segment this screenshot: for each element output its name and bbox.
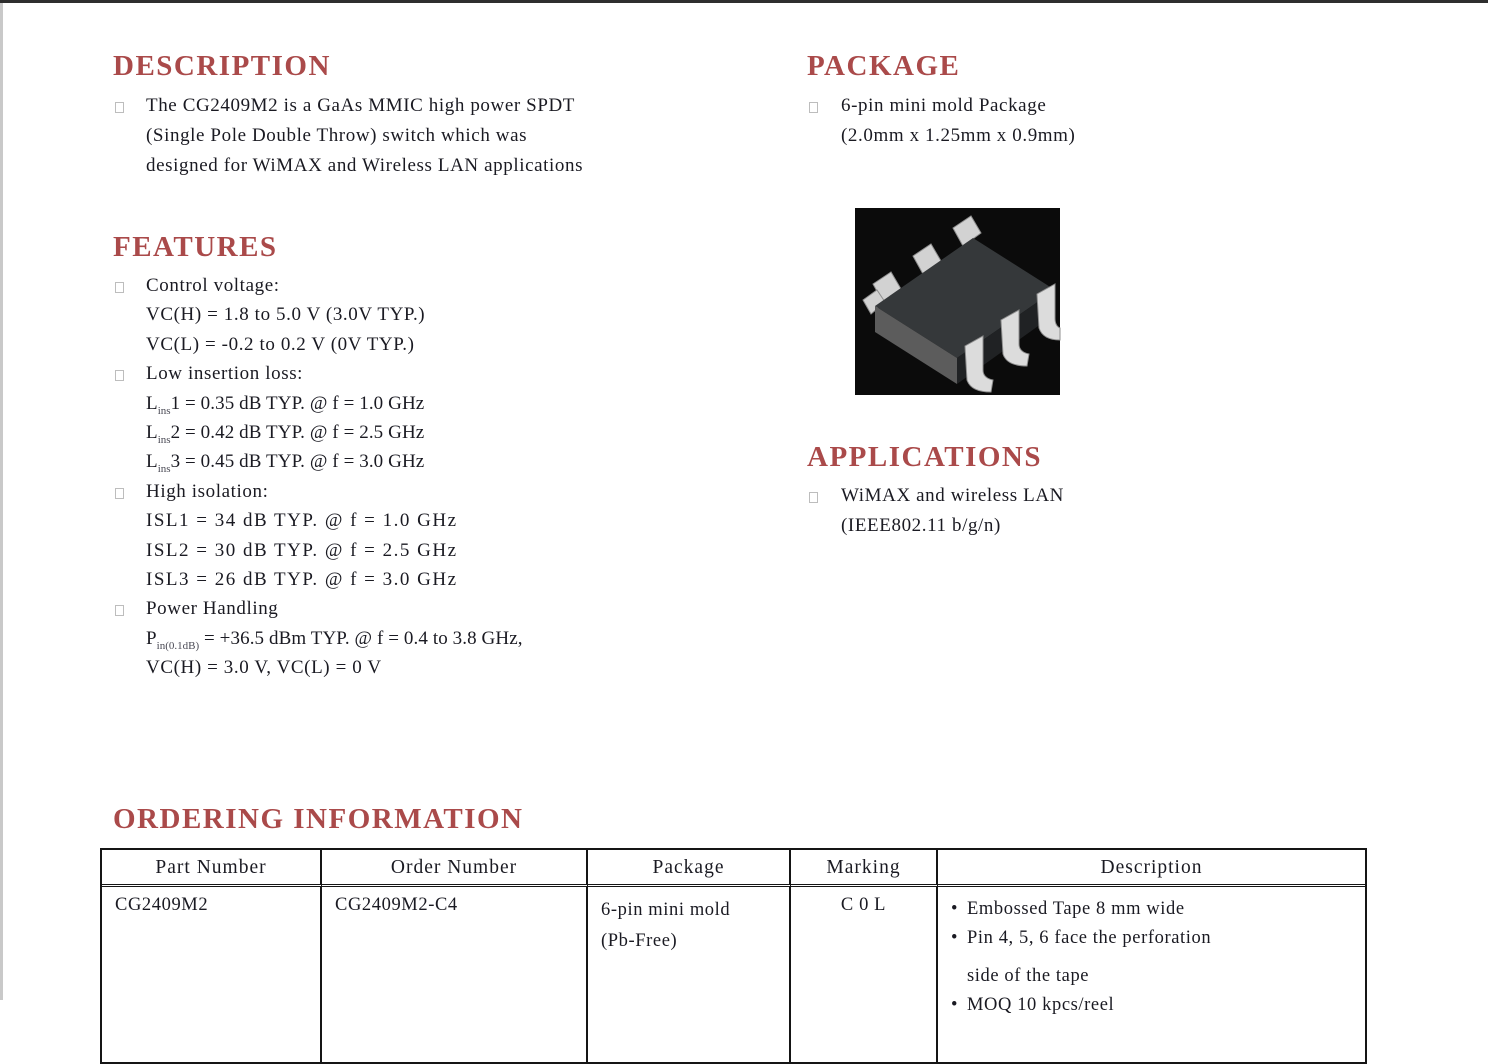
ordering-title: ORDERING INFORMATION [113, 803, 524, 835]
feature-item [113, 275, 523, 304]
application-line-text: WiMAX and wireless LAN [841, 485, 1064, 506]
description-title: DESCRIPTION [113, 50, 331, 82]
description-line-text: The CG2409M2 is a GaAs MMIC high power SPDT [146, 95, 576, 116]
description-cell-text: MOQ 10 kpcs/reel [967, 995, 1115, 1015]
feature-text: P [146, 627, 157, 649]
feature-item [113, 393, 523, 422]
package-cell-line: (Pb-Free) [601, 931, 678, 951]
feature-text: VC(H) = 3.0 V, VC(L) = 0 V [146, 657, 382, 679]
dot-bullet-icon: • [951, 899, 959, 919]
package-line-text: (2.0mm x 1.25mm x 0.9mm) [841, 125, 1076, 146]
table-header-row [102, 850, 1365, 887]
description-cell-line [951, 895, 1365, 924]
package-line [807, 95, 1075, 125]
description-line [113, 155, 583, 185]
part-number-cell: CG2409M2 [102, 887, 322, 1062]
feature-text: VC(L) = -0.2 to 0.2 V (0V TYP.) [146, 333, 415, 355]
application-line [807, 485, 1064, 515]
description-line-text: (Single Pole Double Throw) switch which was [146, 125, 528, 146]
feature-text: ISL2 = 30 dB TYP. @ f = 2.5 GHz [146, 539, 458, 561]
description-line-text: designed for WiMAX and Wireless LAN applications [146, 155, 584, 176]
feature-text: Low insertion loss: [146, 363, 304, 385]
dot-bullet-icon: • [951, 928, 959, 948]
feature-text: L [146, 421, 158, 443]
dot-bullet-icon: • [951, 995, 959, 1015]
application-line [807, 515, 1064, 545]
package-cell-line: 6-pin mini mold [601, 900, 731, 920]
description-cell [938, 887, 1365, 1062]
feature-item [113, 481, 523, 510]
page-top-border [0, 0, 1488, 3]
application-line-text: (IEEE802.11 b/g/n) [841, 515, 1001, 536]
package-title: PACKAGE [807, 50, 961, 82]
feature-item [113, 334, 523, 363]
feature-text: Power Handling [146, 598, 279, 620]
bullet-square-icon [809, 102, 818, 113]
column-header-description: Description [938, 850, 1365, 887]
feature-text: Control voltage: [146, 275, 280, 296]
feature-text: ISL3 = 26 dB TYP. @ f = 3.0 GHz [146, 568, 458, 590]
feature-item [113, 569, 523, 598]
feature-text: High isolation: [146, 480, 269, 502]
feature-subscript: ins [157, 404, 171, 417]
ordering-table [100, 848, 1367, 1064]
feature-item [113, 304, 523, 333]
bullet-square-icon [115, 488, 124, 499]
package-line [807, 125, 1075, 155]
feature-text: L [146, 451, 158, 473]
bullet-square-icon [809, 492, 818, 503]
description-cell-text: side of the tape [967, 966, 1090, 986]
column-header-package: Package [588, 850, 791, 887]
applications-title: APPLICATIONS [807, 441, 1042, 473]
table-row [102, 887, 1365, 1062]
description-cell-text: Pin 4, 5, 6 face the perforation [967, 928, 1212, 948]
chip-render-graphic [855, 208, 1060, 395]
order-number-cell: CG2409M2-C4 [322, 887, 588, 1062]
features-title: FEATURES [113, 231, 278, 263]
feature-item [113, 363, 523, 392]
marking-cell: C 0 L [791, 887, 938, 1062]
feature-text: VC(H) = 1.8 to 5.0 V (3.0V TYP.) [146, 304, 426, 326]
package-line-text: 6-pin mini mold Package [841, 95, 1047, 116]
package-cell [588, 887, 791, 1062]
feature-text: = +36.5 dBm TYP. @ f = 0.4 to 3.8 GHz, [204, 627, 523, 649]
description-line [113, 95, 583, 125]
features-list [113, 275, 523, 686]
description-cell-text: Embossed Tape 8 mm wide [967, 899, 1185, 919]
feature-subscript: ins [157, 463, 171, 476]
bullet-square-icon [115, 605, 124, 616]
bullet-square-icon [115, 102, 124, 113]
feature-item [113, 451, 523, 480]
package-body [807, 95, 1075, 155]
package-3d-image [855, 208, 1060, 395]
column-header-part-number: Part Number [102, 850, 322, 887]
feature-item [113, 657, 523, 686]
feature-text: 3 = 0.45 dB TYP. @ f = 3.0 GHz [170, 451, 425, 473]
feature-item [113, 628, 523, 657]
applications-body [807, 485, 1064, 545]
column-header-order-number: Order Number [322, 850, 588, 887]
feature-subscript: ins [157, 433, 171, 446]
feature-item [113, 540, 523, 569]
description-body [113, 95, 583, 185]
column-header-marking: Marking [791, 850, 938, 887]
description-cell-line [951, 991, 1365, 1020]
feature-text: 1 = 0.35 dB TYP. @ f = 1.0 GHz [170, 392, 425, 414]
description-line [113, 125, 583, 155]
feature-text: L [146, 392, 158, 414]
page-left-edge [0, 3, 3, 1000]
description-cell-line [951, 962, 1365, 991]
feature-item [113, 510, 523, 539]
feature-item [113, 598, 523, 627]
feature-text: 2 = 0.42 dB TYP. @ f = 2.5 GHz [170, 421, 425, 443]
description-cell-line [951, 924, 1365, 953]
bullet-square-icon [115, 370, 124, 381]
feature-subscript: in(0.1dB) [156, 639, 200, 652]
bullet-square-icon [115, 282, 124, 293]
feature-item [113, 422, 523, 451]
feature-text: ISL1 = 34 dB TYP. @ f = 1.0 GHz [146, 510, 458, 532]
